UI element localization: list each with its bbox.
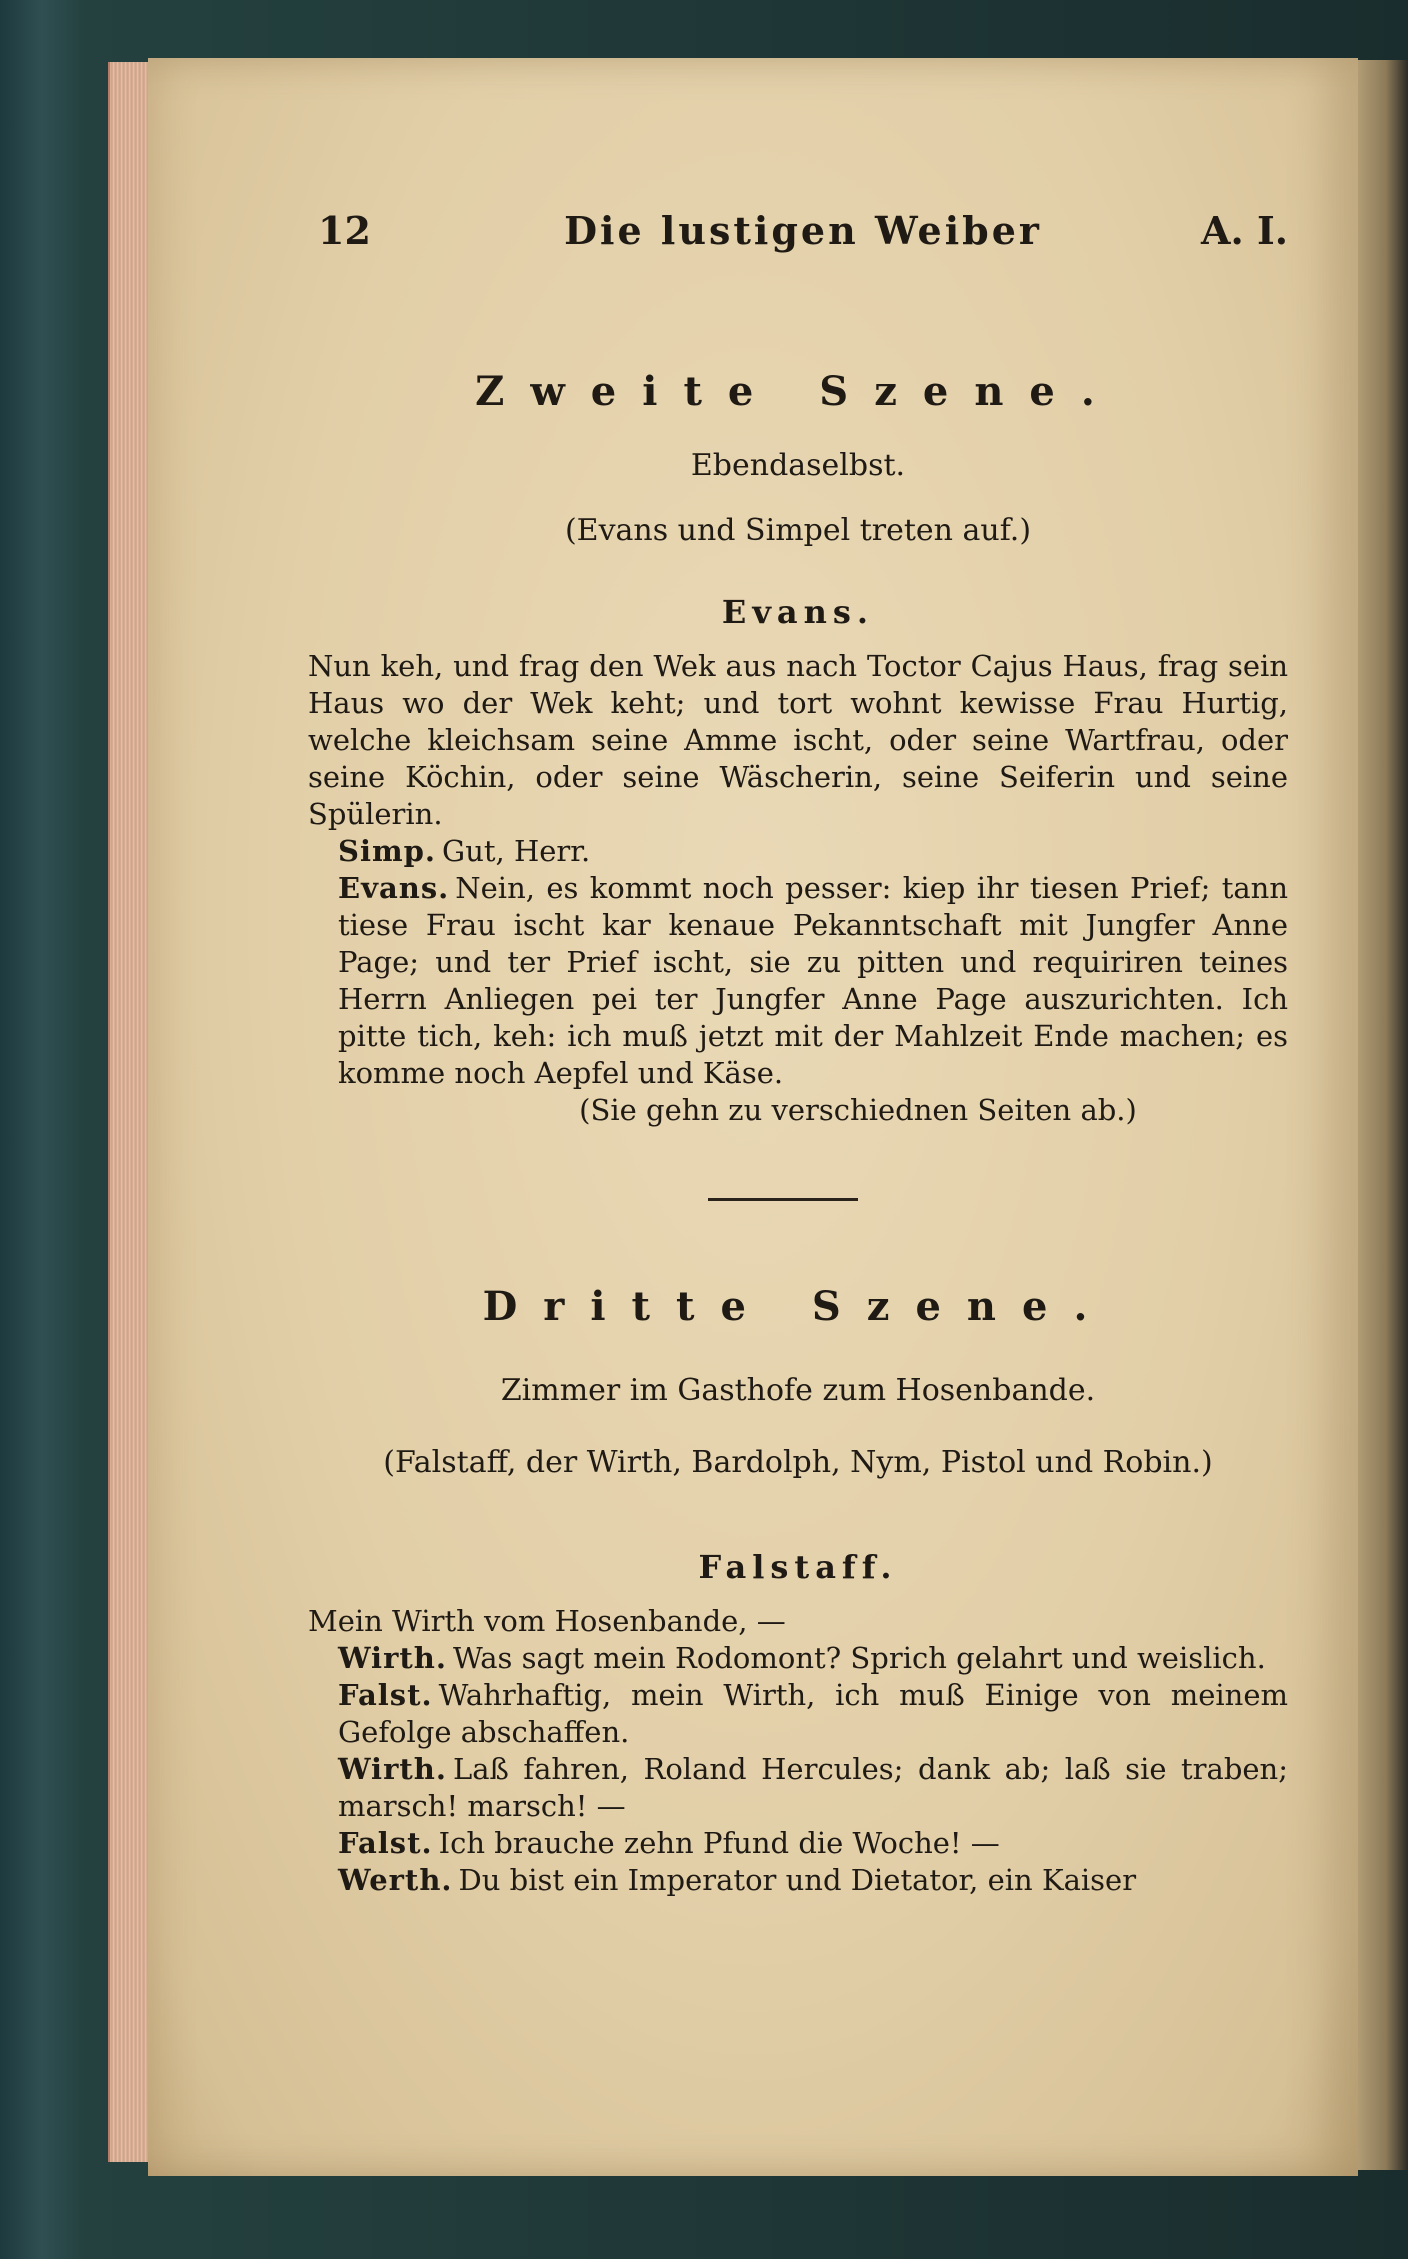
dialogue-line [308,870,1288,1092]
scene-heading: Zweite Szene. [475,368,1121,415]
exit-direction: (Sie gehn zu verschiednen Seiten ab.) [579,1093,1137,1127]
scene-divider [708,1198,858,1201]
dialogue-line [308,1751,1288,1825]
line-text: Gut, Herr. [442,834,591,868]
line-text: Laß fahren, Roland Hercules; dank ab; laß sie traben; marsch! marsch! — [338,1752,1288,1823]
speaker-name: Wirth. [338,1641,447,1675]
dialogue-line [308,1603,1288,1640]
page-edges [108,62,152,2162]
next-page-edge [1353,60,1408,2170]
line-text: Nun keh, und frag den Wek aus nach Toctor Cajus Haus, frag sein Haus wo der Wek keht; und tort wohnt kewisse Frau Hurtig, welche kleichsam seine Amme ischt, oder seine Wartfrau, oder seine Köchin, oder seine Wäscherin, seine Seiferin und seine Spülerin. [308,649,1288,831]
line-text: Was sagt mein Rodomont? Sprich gelahrt und weislich. [452,1641,1266,1675]
line-text: Du bist ein Imperator und Dietator, ein Kaiser [458,1863,1137,1897]
speaker-name: Falst. [338,1678,433,1712]
line-text: Wahrhaftig, mein Wirth, ich muß Einige von meinem Gefolge abschaffen. [338,1678,1288,1749]
dialogue-line [308,1640,1288,1677]
scene-location: Zimmer im Gasthofe zum Hosenbande. [500,1373,1096,1408]
page-number: 12 [318,208,371,253]
scene-heading: Dritte Szene. [482,1283,1114,1330]
dialogue-line [308,1862,1288,1899]
act-marker: A. I. [1201,208,1288,253]
running-title: Die lustigen Weiber [564,208,1042,253]
stage-direction: (Evans und Simpel treten auf.) [564,513,1032,548]
speaker-name: Wirth. [338,1752,447,1786]
stage-direction: (Falstaff, der Wirth, Bardolph, Nym, Pistol und Robin.) [383,1445,1213,1480]
dialogue-block [308,1603,1288,1899]
speaker-name: Evans. [338,871,450,905]
speaker-heading: Falstaff. [698,1548,898,1586]
dialogue-line [308,833,1288,870]
speaker-name: Falst. [338,1826,433,1860]
line-text: Ich brauche zehn Pfund die Woche! — [438,1826,1000,1860]
dialogue-line [308,1825,1288,1862]
dialogue-line [308,1677,1288,1751]
dialogue-line [308,648,1288,833]
line-text: Nein, es kommt noch pesser: kiep ihr tiesen Prief; tann tiese Frau ischt kar kenaue Pekanntschaft mit Jungfer Anne Page; und ter Prief ischt, sie zu pitten und requiriren teines Herrn Anliegen pei ter Jungfer Anne Page auszurichten. Ich pitte tich, keh: ich muß jetzt mit der Mahlzeit Ende machen; es komme noch Aepfel und Käse. [338,871,1288,1090]
speaker-heading: Evans. [721,593,875,631]
dialogue-block [308,648,1288,1129]
scene-location: Ebendaselbst. [690,448,906,483]
running-header [318,208,1288,268]
line-text: Mein Wirth vom Hosenbande, — [308,1604,786,1638]
speaker-name: Simp. [338,834,437,868]
book-page [148,58,1358,2176]
speaker-name: Werth. [338,1863,453,1897]
